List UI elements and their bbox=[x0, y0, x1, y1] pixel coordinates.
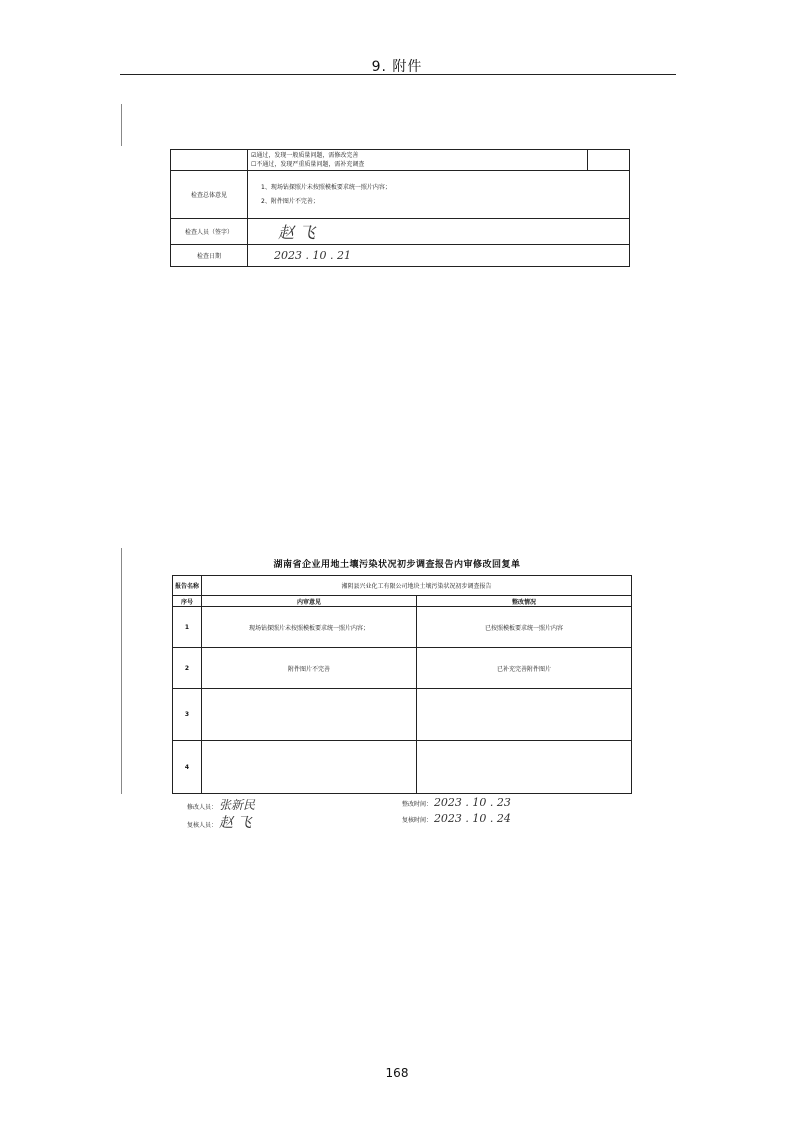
opinion-item: 1、现场钻探照片未按照模板要求统一照片内容； bbox=[261, 183, 391, 191]
blank-cell bbox=[171, 150, 248, 171]
inspector-label: 检查人员（签字） bbox=[171, 219, 248, 245]
inspector-signature: 赵 飞 bbox=[278, 223, 316, 242]
row-fix bbox=[417, 689, 632, 741]
table-row bbox=[173, 689, 632, 741]
scan-edge-top bbox=[121, 104, 122, 146]
option-pass: ☑通过，发现一般质量问题，需修改完善 bbox=[251, 152, 359, 159]
header-divider bbox=[120, 74, 676, 75]
row-opinion bbox=[202, 741, 417, 794]
reviewer-label: 复核人员： bbox=[187, 822, 218, 829]
modifier-label: 修改人员： bbox=[187, 804, 218, 811]
modify-time-row bbox=[402, 796, 511, 809]
row-number: 1 bbox=[173, 607, 202, 648]
inspector-signature-cell bbox=[248, 219, 630, 245]
review-time-label: 复核时间： bbox=[402, 817, 433, 824]
column-header-fix: 整改情况 bbox=[417, 596, 632, 607]
table-row bbox=[173, 648, 632, 689]
row-fix bbox=[417, 741, 632, 794]
review-time-row bbox=[402, 812, 511, 825]
modify-time-label: 整改时间： bbox=[402, 801, 433, 808]
row-opinion: 现场钻探照片未按照模板要求统一照片内容； bbox=[202, 607, 417, 648]
reply-form-table bbox=[172, 575, 632, 794]
reviewer-signature: 赵 飞 bbox=[218, 815, 252, 831]
report-name: 湘阴县兴业化工有限公司地块土壤污染状况初步调查报告 bbox=[202, 576, 632, 596]
date-label: 检查日期 bbox=[171, 245, 248, 267]
row-fix: 已按照模板要求统一照片内容 bbox=[417, 607, 632, 648]
reply-form-title: 湖南省企业用地土壤污染状况初步调查报告内审修改回复单 bbox=[273, 560, 521, 570]
option-fail: ☐不通过，发现严重质量问题，需补充调查 bbox=[251, 161, 365, 168]
page-header-title: 9. 附件 bbox=[371, 59, 423, 75]
row-number: 3 bbox=[173, 689, 202, 741]
date-cell bbox=[248, 245, 630, 267]
scan-edge-bottom bbox=[121, 548, 122, 794]
report-name-label: 报告名称 bbox=[173, 576, 202, 596]
blank-cell bbox=[588, 150, 630, 171]
modify-time-value: 2023 . 10 . 23 bbox=[433, 796, 511, 809]
row-opinion bbox=[202, 689, 417, 741]
row-opinion: 附件图片不完善 bbox=[202, 648, 417, 689]
modifier-row bbox=[187, 796, 255, 813]
inspection-form-table bbox=[170, 149, 630, 267]
opinion-cell bbox=[248, 171, 630, 219]
column-header-no: 序号 bbox=[173, 596, 202, 607]
row-number: 2 bbox=[173, 648, 202, 689]
opinion-label: 检查总体意见 bbox=[171, 171, 248, 219]
review-time-value: 2023 . 10 . 24 bbox=[433, 812, 511, 825]
reviewer-row bbox=[187, 812, 251, 832]
table-row bbox=[173, 607, 632, 648]
row-number: 4 bbox=[173, 741, 202, 794]
opinion-item: 2、附件图片不完善； bbox=[261, 197, 319, 205]
date-handwritten: 2023 . 10 . 21 bbox=[274, 249, 351, 262]
row-fix: 已补充完善附件图片 bbox=[417, 648, 632, 689]
page-number: 168 bbox=[385, 1066, 409, 1080]
modifier-signature: 张新民 bbox=[218, 798, 255, 812]
table-row bbox=[173, 741, 632, 794]
result-options-cell bbox=[248, 150, 588, 171]
column-header-opinion: 内审意见 bbox=[202, 596, 417, 607]
